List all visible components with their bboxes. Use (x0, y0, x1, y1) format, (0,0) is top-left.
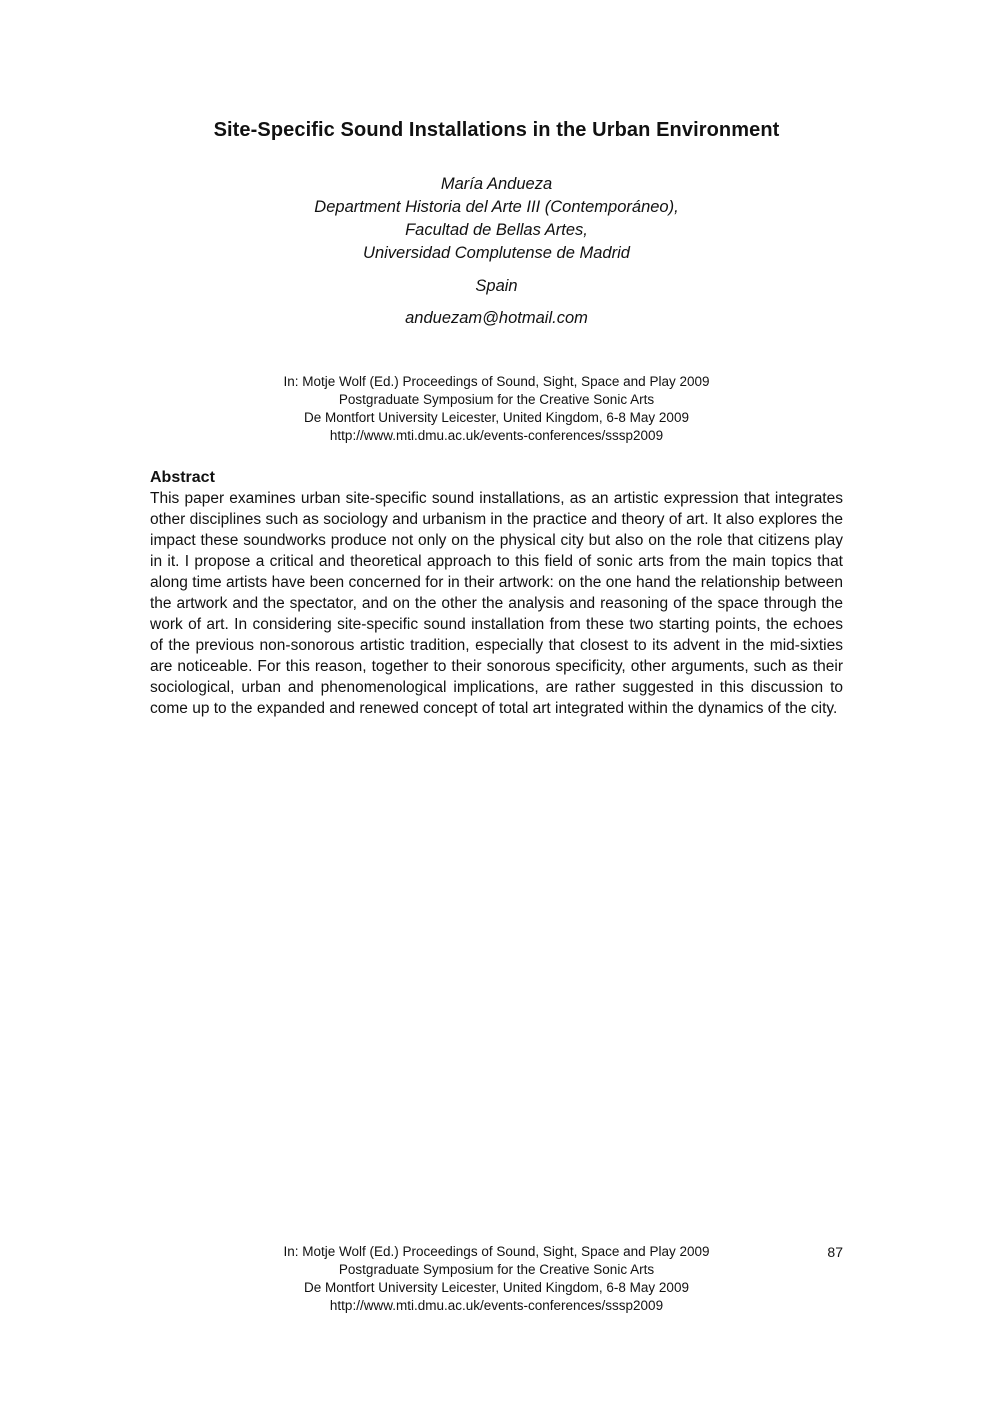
proceedings-citation-header (150, 373, 843, 445)
footer-citation-editor-line: In: Motje Wolf (Ed.) Proceedings of Sound, Sight, Space and Play 2009 (283, 1244, 710, 1259)
citation-venue-line: De Montfort University Leicester, United Kingdom, 6-8 May 2009 (304, 410, 689, 425)
author-name: María Andueza (440, 175, 553, 193)
author-department: Department Historia del Arte III (Contemporáneo), (314, 198, 679, 216)
footer-citation-url: http://www.mti.dmu.ac.uk/events-conferences/sssp2009 (329, 1298, 664, 1313)
citation-editor-line: In: Motje Wolf (Ed.) Proceedings of Sound, Sight, Space and Play 2009 (283, 374, 710, 389)
author-university: Universidad Complutense de Madrid (363, 244, 630, 262)
citation-url: http://www.mti.dmu.ac.uk/events-conferences/sssp2009 (329, 428, 664, 443)
page-number: 87 (827, 1244, 843, 1260)
footer-citation-symposium-line: Postgraduate Symposium for the Creative Sonic Arts (338, 1262, 655, 1277)
citation-symposium-line: Postgraduate Symposium for the Creative Sonic Arts (338, 392, 655, 407)
paper-title: Site-Specific Sound Installations in the Urban Environment (213, 119, 780, 141)
author-email: anduezam@hotmail.com (405, 309, 588, 327)
abstract-heading: Abstract (150, 469, 215, 486)
page-footer (150, 1243, 843, 1315)
author-country: Spain (475, 277, 518, 295)
abstract-text: This paper examines urban site-specific sound installations, as an artistic expression that integrates other disciplines such as sociology and urbanism in the practice and theory of art. It also explores the impact these soundworks produce not only on the physical city but also on the role that citizens play in it. I propose a critical and theoretical approach to this field of sonic arts from the main topics that along time artists have been concerned for in their artwork: on the one hand the relationship between the artwork and the spectator, and on the other the analysis and reasoning of the space through the work of art. In considering site-specific sound installation from these two starting points, the echoes of the previous non-sonorous artistic tradition, especially that closest to its advent in the mid-sixties are noticeable. For this reason, together to their sonorous specificity, other arguments, such as their sociological, urban and phenomenological implications, are rather suggested in this discussion to come up to the expanded and renewed concept of total art integrated within the dynamics of the city. (150, 490, 843, 717)
author-affiliation-block (150, 173, 843, 265)
footer-citation-venue-line: De Montfort University Leicester, United Kingdom, 6-8 May 2009 (304, 1280, 689, 1295)
document-page (150, 0, 843, 1403)
author-faculty: Facultad de Bellas Artes, (405, 221, 588, 239)
